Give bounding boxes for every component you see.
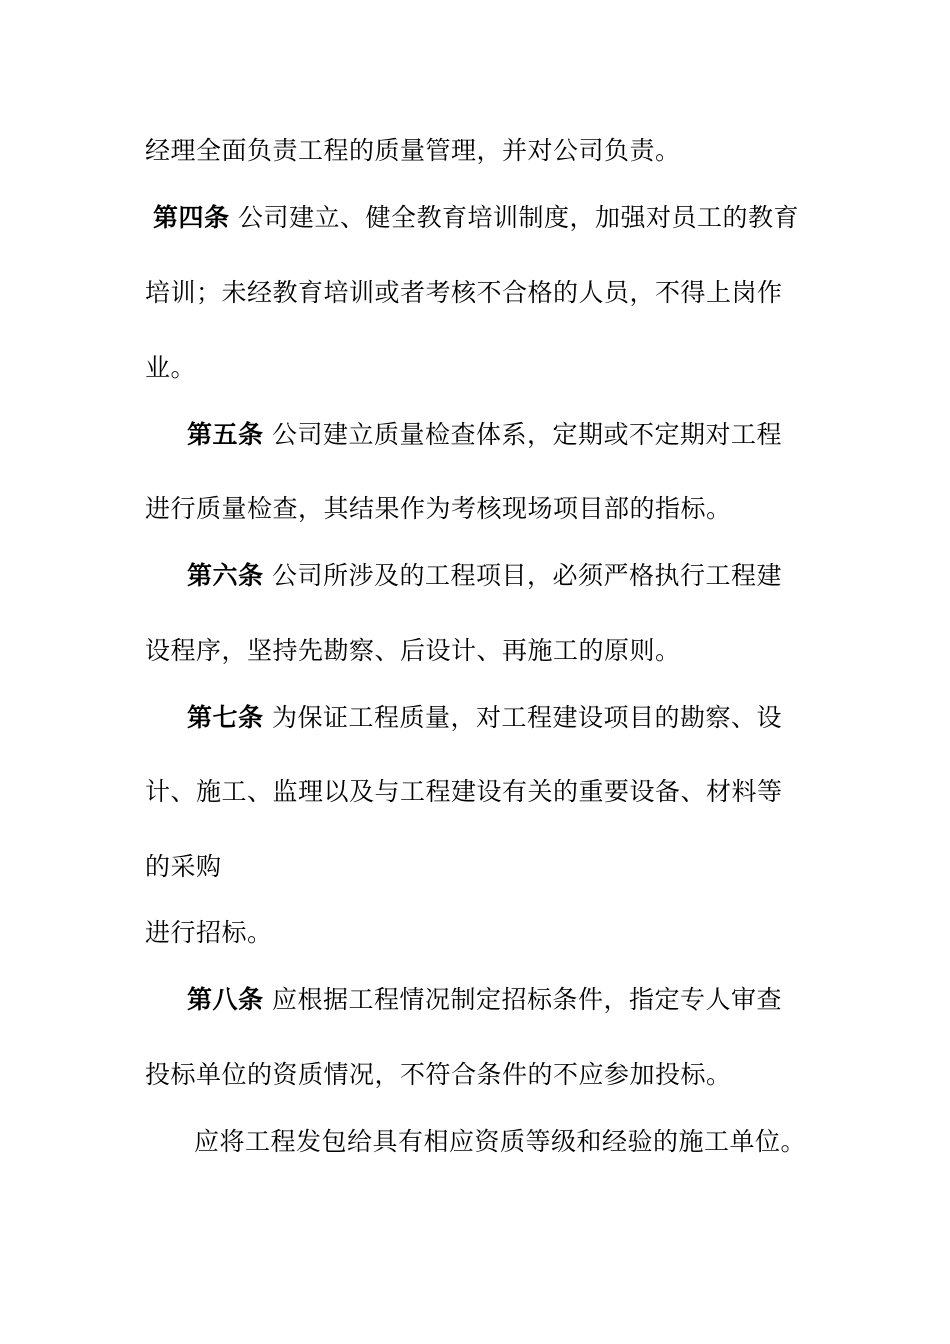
text: 进行质量检查，其结果作为考核现场项目部的指标。 [145,494,732,523]
text: 业。 [145,353,197,382]
paragraph-line [145,918,273,948]
paragraph-line [145,1060,732,1090]
paragraph-line [145,852,222,882]
text: 的采购 [145,852,222,881]
paragraph-line [145,777,783,807]
article-number: 第八条 [187,985,264,1014]
paragraph-line [153,203,799,233]
paragraph-line [145,636,681,666]
paragraph-line [145,136,681,166]
article-number: 第六条 [187,561,264,590]
text: 经理全面负责工程的质量管理，并对公司负责。 [145,136,681,165]
paragraph-line [145,494,732,524]
text: 设程序，坚持先勘察、后设计、再施工的原则。 [145,636,681,665]
text: 为保证工程质量，对工程建设项目的勘察、设 [271,703,782,732]
article-number: 第五条 [187,420,264,449]
text: 公司建立、健全教育培训制度，加强对员工的教育 [237,203,799,232]
paragraph-line [187,420,782,450]
text: 应根据工程情况制定招标条件，指定专人审查 [271,985,782,1014]
article-number: 第四条 [153,203,230,232]
paragraph-line [187,561,782,591]
text: 公司建立质量检查体系，定期或不定期对工程 [271,420,782,449]
paragraph-line [145,353,196,383]
text: 公司所涉及的工程项目，必须严格执行工程建 [271,561,782,590]
text: 培训；未经教育培训或者考核不合格的人员，不得上岗作 [145,278,783,307]
text: 进行招标。 [145,918,273,947]
paragraph-line [187,985,782,1015]
text: 投标单位的资质情况，不符合条件的不应参加投标。 [145,1060,732,1089]
article-number: 第七条 [187,703,264,732]
paragraph-line [145,278,783,308]
text: 计、施工、监理以及与工程建设有关的重要设备、材料等 [145,777,783,806]
paragraph-line [187,703,782,733]
text: 应将工程发包给具有相应资质等级和经验的施工单位。 [194,1127,807,1156]
paragraph-line [194,1127,806,1157]
